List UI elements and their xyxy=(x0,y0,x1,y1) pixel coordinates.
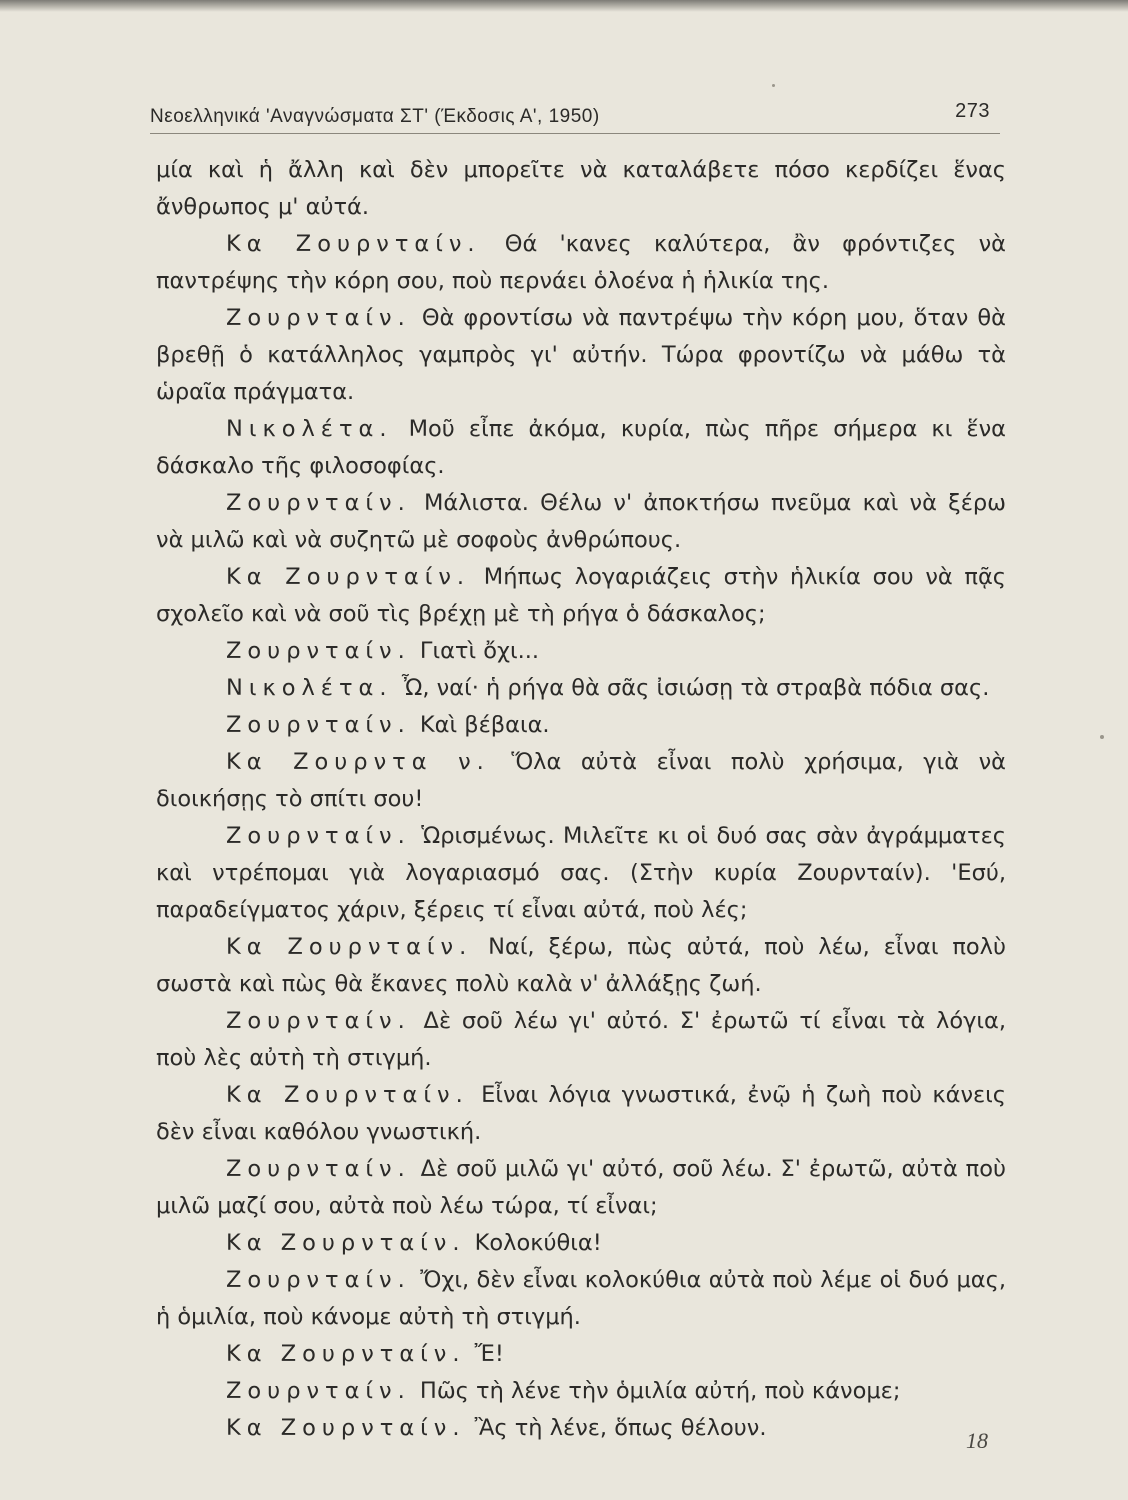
paragraph-text: Ναί, ξέρω, πὼς αὐτά, ποὺ λέω, εἶναι πολὺ σωστὰ καὶ πὼς θὰ ἔκανες πολὺ καλὰ ν' ἀλλάξῃς ζωή. xyxy=(156,934,1007,997)
paragraph-text: Ὄχι, δὲν εἶναι κολοκύθια αὐτὰ ποὺ λέμε οἱ δυό μας, ἡ ὁμιλία, ποὺ κάνομε αὐτὴ τὴ στιγμή. xyxy=(156,1267,1006,1330)
paragraph xyxy=(156,744,1006,818)
speaker-name: Νικολέτα. xyxy=(226,675,393,701)
paragraph xyxy=(156,1151,1006,1225)
running-title: Νεοελληνικά 'Αναγνώσματα ΣΤ' (Έκδοσις Α', 1950) xyxy=(150,106,600,127)
dialogue-text xyxy=(156,152,1006,1447)
paragraph-text: Δὲ σοῦ μιλῶ γι' αὐτό, σοῦ λέω. Σ' ἐρωτῶ, αὐτὰ ποὺ μιλῶ μαζί σου, αὐτὰ ποὺ λέω τώρα, τί εἶναι; xyxy=(156,1156,1007,1219)
paragraph xyxy=(156,633,1006,670)
speaker-name: Ζουρνταίν. xyxy=(226,1008,411,1034)
paragraph xyxy=(156,929,1006,1003)
paragraph xyxy=(156,1373,1006,1410)
paper-speck xyxy=(1100,735,1104,739)
speaker-name: Κα Ζουρνταίν. xyxy=(226,1341,466,1367)
paragraph-text: Καὶ βέβαια. xyxy=(419,712,550,738)
paragraph xyxy=(156,818,1006,929)
paragraph-text: Ὅλα αὐτὰ εἶναι πολὺ χρήσιμα, γιὰ νὰ διοικήσῃς τὸ σπίτι σου! xyxy=(156,749,1006,812)
speaker-name: Κα Ζουρνταίν. xyxy=(226,564,471,590)
paragraph xyxy=(156,226,1006,300)
paragraph-text: Πῶς τὴ λένε τὴν ὁμιλία αὐτή, ποὺ κάνομε; xyxy=(419,1378,901,1404)
paragraph-text: Μάλιστα. Θέλω ν' ἀποκτήσω πνεῦμα καὶ νὰ ξέρω νὰ μιλῶ καὶ νὰ συζητῶ μὲ σοφοὺς ἀνθρώπους. xyxy=(156,490,1006,553)
paragraph-text: Μοῦ εἶπε ἀκόμα, κυρία, πὼς πῆρε σήμερα κι ἕνα δάσκαλο τῆς φιλοσοφίας. xyxy=(156,416,1006,479)
speaker-name: Ζουρνταίν. xyxy=(226,1156,411,1182)
paragraph-text: Εἶναι λόγια γνωστικά, ἐνῷ ἡ ζωὴ ποὺ κάνεις δὲν εἶναι καθόλου γνωστική. xyxy=(156,1082,1007,1145)
speaker-name: Ζουρνταίν. xyxy=(226,490,411,516)
speaker-name: Κα Ζουρνταίν. xyxy=(226,1415,466,1441)
page-number: 273 xyxy=(955,100,990,122)
paragraph xyxy=(156,707,1006,744)
paragraph xyxy=(156,670,1006,707)
speaker-name: Ζουρνταίν. xyxy=(226,823,411,849)
speaker-name: Κα Ζουρνταίν. xyxy=(226,231,481,257)
paragraph-text: Δὲ σοῦ λέω γι' αὐτό. Σ' ἐρωτῶ τί εἶναι τὰ λόγια, ποὺ λὲς αὐτὴ τὴ στιγμή. xyxy=(156,1008,1007,1071)
speaker-name: Κα Ζουρντα ν. xyxy=(226,749,490,775)
paragraph xyxy=(156,1336,1006,1373)
paragraph xyxy=(156,300,1006,411)
paragraph xyxy=(156,1003,1006,1077)
header-rule xyxy=(150,133,1000,134)
paragraph xyxy=(156,152,1006,226)
paragraph xyxy=(156,1262,1006,1336)
paragraph-text: Ὡρισμένως. Μιλεῖτε κι οἱ δυό σας σὰν ἀγράμματες καὶ ντρέπομαι γιὰ λογαριασμό σας. (Στὴν κυρία Ζουρνταίν). 'Εσύ, παραδείγματος χάριν, ξέρεις τί εἶναι αὐτά, ποὺ λές; xyxy=(156,823,1006,923)
speaker-name: Ζουρνταίν. xyxy=(226,712,411,738)
speaker-name: Κα Ζουρνταίν. xyxy=(226,1230,466,1256)
signature-mark: 18 xyxy=(966,1428,988,1453)
speaker-name: Ζουρνταίν. xyxy=(226,638,411,664)
paragraph-text: Μήπως λογαριάζεις στὴν ἡλικία σου νὰ πᾷς σχολεῖο καὶ νὰ σοῦ τὶς βρέχῃ μὲ τὴ ρήγα ὁ δάσκαλος; xyxy=(156,564,1007,627)
paragraph-text: Θὰ φροντίσω νὰ παντρέψω τὴν κόρη μου, ὅταν θὰ βρεθῇ ὁ κατάλληλος γαμπρὸς γι' αὐτήν. Τώρα φροντίζω νὰ μάθω τὰ ὡραῖα πράγματα. xyxy=(156,305,1006,405)
paper-speck xyxy=(772,84,775,87)
paragraph xyxy=(156,559,1006,633)
paragraph xyxy=(156,1410,1006,1447)
paragraph xyxy=(156,1225,1006,1262)
paragraph-text: Κολοκύθια! xyxy=(474,1230,602,1256)
speaker-name: Νικολέτα. xyxy=(226,416,393,442)
paragraph-text: Γιατὶ ὄχι... xyxy=(419,638,540,664)
speaker-name: Κα Ζουρνταίν. xyxy=(226,1082,469,1108)
paragraph xyxy=(156,411,1006,485)
paragraph-text: Ὦ, ναί· ἡ ρήγα θὰ σᾶς ἰσιώσῃ τὰ στραβὰ πόδια σας. xyxy=(401,675,990,701)
speaker-name: Ζουρνταίν. xyxy=(226,305,411,331)
paragraph-text: μία καὶ ἡ ἄλλη καὶ δὲν μπορεῖτε νὰ καταλάβετε πόσο κερδίζει ἕνας ἄνθρωπος μ' αὐτά. xyxy=(156,157,1006,220)
running-header xyxy=(150,100,1000,134)
speaker-name: Ζουρνταίν. xyxy=(226,1267,411,1293)
speaker-name: Ζουρνταίν. xyxy=(226,1378,411,1404)
speaker-name: Κα Ζουρνταίν. xyxy=(226,934,473,960)
paragraph-text: Ἂς τὴ λένε, ὅπως θέλουν. xyxy=(474,1415,767,1441)
paragraph xyxy=(156,485,1006,559)
paragraph-text: Ἔ! xyxy=(474,1341,504,1367)
paragraph-text: Θά 'κανες καλύτερα, ἂν φρόντιζες νὰ παντρέψης τὴν κόρη σου, ποὺ περνάει ὁλοένα ἡ ἡλικία της. xyxy=(156,231,1007,294)
paragraph xyxy=(156,1077,1006,1151)
